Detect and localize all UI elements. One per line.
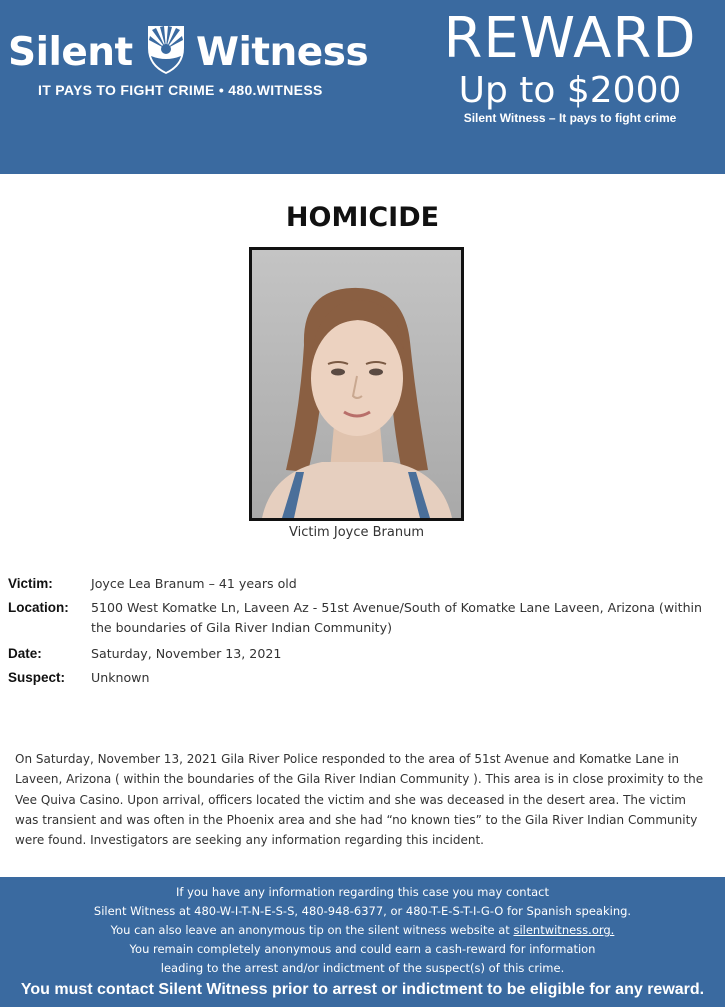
reward-amount: Up to $2000 [458,70,682,111]
reward-subtitle: Silent Witness – It pays to fight crime [463,111,677,125]
victim-portrait-image [252,250,461,518]
page-title: HOMICIDE [285,202,440,233]
detail-label: Date: [8,646,42,661]
silentwitness-link[interactable]: silentwitness.org. [513,923,615,937]
footer-banner [0,877,725,1007]
case-narrative: On Saturday, November 13, 2021 Gila River Police responded to the area of 51st Avenue and Komatke Lane in Laveen, Arizona ( within the boundaries of the Gila River Indian Community ). This area is in close proximity to the Vee Quiva Casino. Upon arrival, officers located the victim and she was deceased in the desert area. The victim was transient and was often in the Phoenix area and she had “no known ties” to the Gila River Indian Community were found. Investigators are seeking any information regarding this incident. [15,752,704,848]
brand-tagline: IT PAYS TO FIGHT CRIME • 480.WITNESS [38,82,323,98]
header-banner [0,0,725,174]
footer-line-5: leading to the arrest and/or indictment of the suspect(s) of this crime. [160,961,565,975]
detail-value: Unknown [91,670,150,685]
detail-value: Saturday, November 13, 2021 [91,646,282,661]
footer-line-3-text: You can also leave an anonymous tip on the silent witness website at [110,923,514,937]
reward-block [420,6,720,136]
reward-title: REWARD [443,6,697,71]
detail-label: Suspect: [8,670,66,685]
footer-line-3 [0,921,725,940]
footer-line-1: If you have any information regarding this case you may contact [175,885,549,899]
detail-label: Victim: [8,576,53,591]
victim-photo [249,247,464,521]
brand-word-witness: Witness [196,30,369,75]
photo-caption: Victim Joyce Branum [288,525,424,540]
detail-value: Joyce Lea Branum – 41 years old [91,576,297,591]
footer-eligibility-notice: You must contact Silent Witness prior to arrest or indictment to be eligible for any reward. [20,981,705,998]
detail-value: 5100 West Komatke Ln, Laveen Az - 51st Avenue/South of Komatke Lane Laveen, Arizona (within the boundaries of Gila River Indian Community) [91,600,703,635]
brand-word-silent: Silent [8,30,133,75]
silent-witness-brand [8,22,378,102]
arizona-flag-shield-icon [144,22,188,76]
detail-label: Location: [8,600,69,615]
footer-line-4: You remain completely anonymous and could earn a cash-reward for information [129,942,596,956]
footer-contact-info [0,883,725,978]
footer-line-2: Silent Witness at 480-W-I-T-N-E-S-S, 480-948-6377, or 480-T-E-S-T-I-G-O for Spanish speaking. [93,904,632,918]
